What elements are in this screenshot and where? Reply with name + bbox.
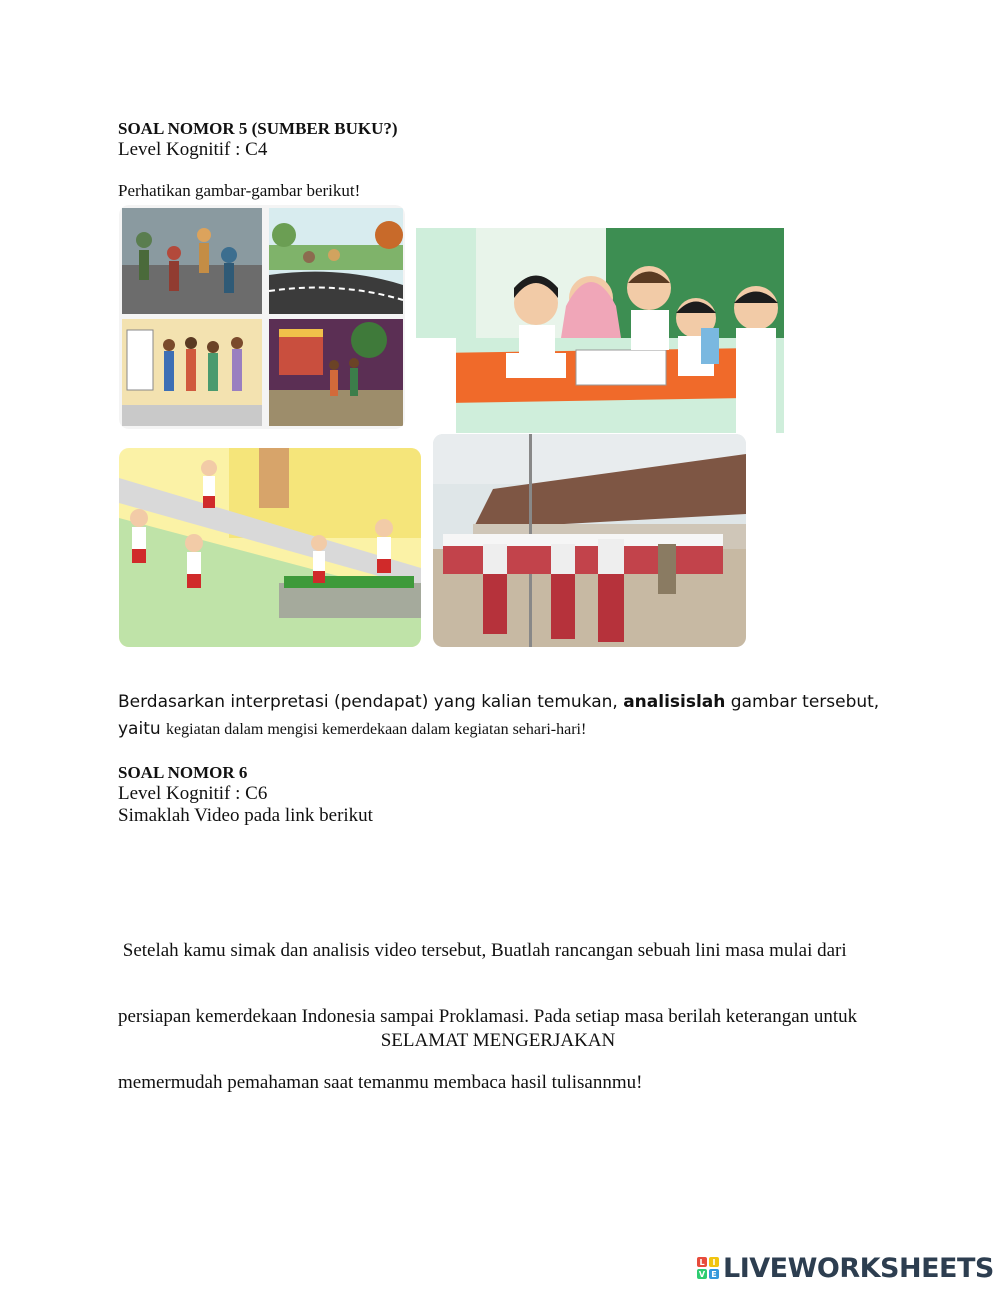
q6-title: SOAL NOMOR 6 <box>118 763 248 782</box>
q5-prompt-text-a: Berdasarkan interpretasi (pendapat) yang kalian temukan, <box>118 692 624 712</box>
q6-task-line: Setelah kamu simak dan analisis video tersebut, Buatlah rancangan sebuah lini masa mulai dari <box>118 940 847 961</box>
q6-task-line: memermudah pemahaman saat temanmu membaca hasil tulisannmu! <box>118 1072 643 1093</box>
q5-instruction: Perhatikan gambar-gambar berikut! <box>118 181 361 200</box>
q5-prompt-emphasis: analisislah <box>623 692 726 712</box>
q5-prompt-yaitu: yaitu <box>118 719 167 739</box>
q5-level: Level Kognitif : C4 <box>118 139 268 160</box>
q5-prompt-text-c: kegiatan dalam mengisi kemerdekaan dalam kegiatan sehari-hari! <box>166 721 587 738</box>
closing-text: SELAMAT MENGERJAKAN <box>380 1030 616 1051</box>
students-table-image <box>416 228 784 433</box>
q5-prompt-line2 <box>118 719 586 739</box>
logo-tile: V <box>698 1269 706 1279</box>
q6-instruction: Simaklah Video pada link berikut <box>118 805 373 826</box>
q5-prompt-line1 <box>118 692 879 712</box>
q6-task-line: persiapan kemerdekaan Indonesia sampai Proklamasi. Pada setiap masa berilah keterangan untuk <box>118 1006 858 1027</box>
q6-task <box>118 896 857 1116</box>
q5-prompt-text-b: gambar tersebut, <box>725 692 880 712</box>
q6-level: Level Kognitif : C6 <box>118 783 268 804</box>
flag-ceremony-image <box>433 434 746 647</box>
logo-text: LIVEWORKSHEETS <box>723 1252 994 1284</box>
logo-tile: E <box>709 1269 719 1279</box>
collage-image <box>119 205 405 429</box>
liveworksheets-logo <box>697 1252 994 1284</box>
logo-tiles-icon <box>697 1257 719 1279</box>
logo-tile: I <box>709 1257 719 1267</box>
cleaning-yard-image <box>119 448 421 647</box>
logo-tile: L <box>697 1257 707 1267</box>
q5-title: SOAL NOMOR 5 (SUMBER BUKU?) <box>118 119 398 138</box>
